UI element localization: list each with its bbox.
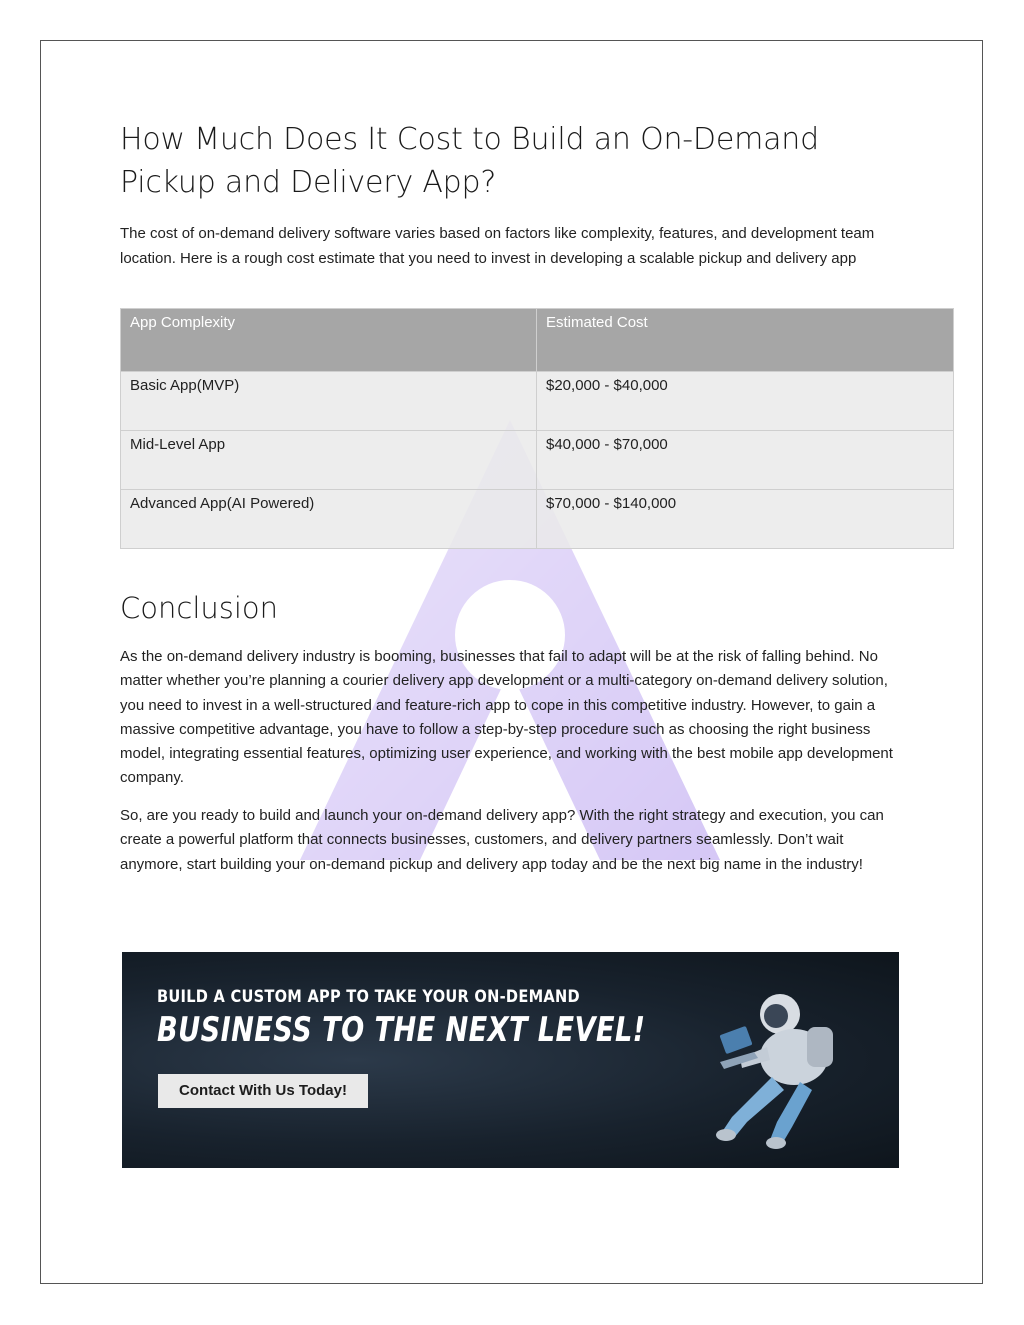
table-cell-cost: $40,000 - $70,000: [537, 431, 954, 490]
table-header-row: [121, 309, 954, 372]
banner-headline-large: BUSINESS TO THE NEXT LEVEL!: [157, 1010, 646, 1050]
table-cell-complexity: Advanced App(AI Powered): [121, 490, 537, 549]
contact-button[interactable]: Contact With Us Today!: [158, 1074, 368, 1108]
cta-banner: [122, 952, 899, 1168]
column-header-cost: Estimated Cost: [537, 309, 954, 372]
cost-table: [120, 308, 954, 549]
table-cell-cost: $70,000 - $140,000: [537, 490, 954, 549]
intro-paragraph: The cost of on-demand delivery software varies based on factors like complexity, features, and development team location. Here is a rough cost estimate that you need to invest in developing a scalable pickup and delivery app: [120, 225, 875, 267]
table-cell-complexity: Mid-Level App: [121, 431, 537, 490]
table-cell-complexity: Basic App(MVP): [121, 372, 537, 431]
column-header-complexity: App Complexity: [121, 309, 537, 372]
table-row: [121, 372, 954, 431]
conclusion-paragraph-1: As the on-demand delivery industry is booming, businesses that fail to adapt will be at the risk of falling behind. No matter whether you’re planning a courier delivery app development or a multi-category on-demand delivery solution, you need to invest in a well-structured and feature-rich app to cope in this competitive industry. However, to gain a massive competitive advantage, you have to follow a step-by-step procedure such as choosing the right business model, integrating essential features, optimizing user experience, and working with the best mobile app development company.: [120, 648, 893, 787]
table-row: [121, 490, 954, 549]
conclusion-paragraph-2: So, are you ready to build and launch your on-demand delivery app? With the right strategy and execution, you can create a powerful platform that connects businesses, customers, and delivery partners seamlessly. Don’t wait anymore, start building your on-demand pickup and delivery app today and be the next big name in the industry!: [120, 807, 884, 873]
astronaut-icon: [662, 972, 862, 1162]
page-title: How Much Does It Cost to Build an On-Demand Pickup and Delivery App?: [120, 122, 819, 200]
table-row: [121, 431, 954, 490]
table-cell-cost: $20,000 - $40,000: [537, 372, 954, 431]
conclusion-heading: Conclusion: [120, 591, 279, 625]
banner-headline-small: BUILD A CUSTOM APP TO TAKE YOUR ON-DEMAND: [157, 987, 580, 1007]
